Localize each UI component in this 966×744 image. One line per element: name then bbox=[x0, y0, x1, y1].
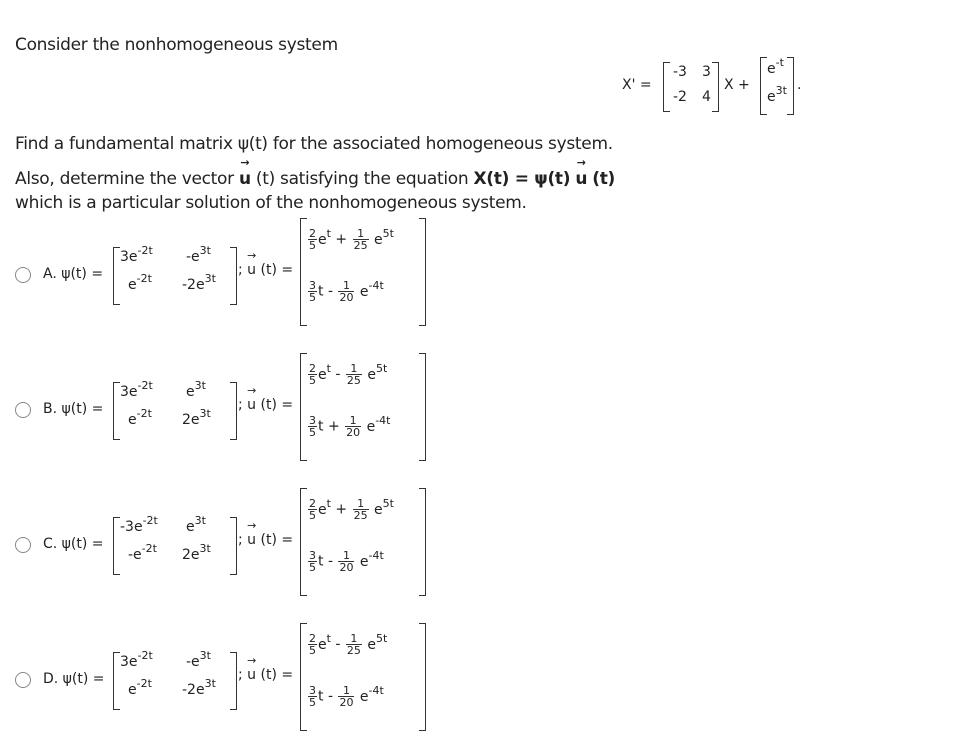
u-vector-matrix bbox=[300, 488, 426, 596]
psi-matrix bbox=[113, 379, 237, 440]
fraction: $\frac{1}{20}$ bbox=[346, 414, 361, 439]
u-label: ; → u (t) = bbox=[238, 519, 294, 548]
fraction: $\frac{3}{5}$ bbox=[309, 279, 316, 304]
psi-m12: $e^{3t}$ bbox=[186, 514, 206, 535]
fraction: $\frac{1}{25}$ bbox=[353, 227, 368, 252]
fraction: $\frac{1}{20}$ bbox=[339, 279, 354, 304]
fraction: $\frac{1}{25}$ bbox=[346, 362, 361, 387]
option-label: A. ψ(t) = bbox=[43, 266, 104, 282]
radio-button[interactable] bbox=[15, 402, 31, 418]
system-end: . bbox=[797, 77, 802, 93]
psi-m22: $-2e^{3t}$ bbox=[182, 677, 216, 698]
fraction: $\frac{1}{25}$ bbox=[353, 497, 368, 522]
u-vector-matrix bbox=[300, 623, 426, 731]
psi-m22: $-2e^{3t}$ bbox=[182, 272, 216, 293]
option-label: C. ψ(t) = bbox=[43, 536, 104, 552]
u-vector-matrix bbox=[300, 353, 426, 461]
psi-matrix bbox=[113, 244, 237, 305]
u-vector-symbol: → u bbox=[247, 249, 257, 278]
fraction: $\frac{1}{20}$ bbox=[339, 549, 354, 574]
u-label: ; → u (t) = bbox=[238, 384, 294, 413]
u-row-1: $\frac{2}{5}$ $e^t$ + $\frac{1}{25}$ $e^{5t}$ bbox=[309, 226, 394, 252]
psi-m21: $e^{-2t}$ bbox=[128, 677, 152, 698]
psi-m12: $-e^{3t}$ bbox=[186, 244, 211, 265]
fraction: $\frac{1}{25}$ bbox=[346, 632, 361, 657]
psi-m12: $-e^{3t}$ bbox=[186, 649, 211, 670]
fraction: $\frac{2}{5}$ bbox=[309, 632, 316, 657]
system-lhs: X' = bbox=[622, 77, 652, 93]
fraction: $\frac{2}{5}$ bbox=[309, 362, 316, 387]
option-label: D. ψ(t) = bbox=[43, 671, 105, 687]
question-line-3: which is a particular solution of the nonhomogeneous system. bbox=[15, 193, 527, 213]
u-label: ; → u (t) = bbox=[238, 654, 294, 683]
u-vector-matrix bbox=[300, 218, 426, 326]
a21: -2 bbox=[673, 89, 687, 105]
intro-text: Consider the nonhomogeneous system bbox=[15, 35, 338, 55]
u-row-1: $\frac{2}{5}$ $e^t$ - $\frac{1}{25}$ $e^{5t}$ bbox=[309, 631, 388, 657]
fraction: $\frac{3}{5}$ bbox=[309, 549, 316, 574]
fraction: $\frac{3}{5}$ bbox=[309, 414, 316, 439]
radio-button[interactable] bbox=[15, 672, 31, 688]
a22: 4 bbox=[702, 89, 711, 105]
u-label: ; → u (t) = bbox=[238, 249, 294, 278]
u-vector-symbol: → u bbox=[238, 156, 251, 189]
u-vector-symbol: → u bbox=[247, 519, 257, 548]
question-line-1: Find a fundamental matrix ψ(t) for the associated homogeneous system. bbox=[15, 134, 613, 154]
psi-m22: $2e^{3t}$ bbox=[182, 407, 211, 428]
fraction: $\frac{2}{5}$ bbox=[309, 497, 316, 522]
psi-m22: $2e^{3t}$ bbox=[182, 542, 211, 563]
psi-m21: $e^{-2t}$ bbox=[128, 407, 152, 428]
u-row-1: $\frac{2}{5}$ $e^t$ + $\frac{1}{25}$ $e^{5t}$ bbox=[309, 496, 394, 522]
psi-m21: $e^{-2t}$ bbox=[128, 272, 152, 293]
psi-m12: $e^{3t}$ bbox=[186, 379, 206, 400]
fraction: $\frac{1}{20}$ bbox=[339, 684, 354, 709]
psi-m11: $3e^{-2t}$ bbox=[120, 244, 153, 265]
f1: $e^{-t}$ bbox=[767, 56, 784, 77]
radio-button[interactable] bbox=[15, 537, 31, 553]
u-vector-symbol-2: → u bbox=[575, 156, 588, 189]
psi-matrix bbox=[113, 649, 237, 710]
psi-matrix bbox=[113, 514, 237, 575]
psi-m11: $3e^{-2t}$ bbox=[120, 649, 153, 670]
fraction: $\frac{2}{5}$ bbox=[309, 227, 316, 252]
u-row-1: $\frac{2}{5}$ $e^t$ - $\frac{1}{25}$ $e^{5t}$ bbox=[309, 361, 388, 387]
u-row-2: $\frac{3}{5}$ t - $\frac{1}{20}$ $e^{-4t}$ bbox=[309, 548, 384, 574]
forcing-vector bbox=[760, 57, 794, 115]
u-vector-symbol: → u bbox=[247, 654, 257, 683]
a12: 3 bbox=[702, 64, 711, 80]
psi-m11: $3e^{-2t}$ bbox=[120, 379, 153, 400]
u-row-2: $\frac{3}{5}$ t - $\frac{1}{20}$ $e^{-4t}$ bbox=[309, 278, 384, 304]
psi-m21: $-e^{-2t}$ bbox=[128, 542, 157, 563]
radio-button[interactable] bbox=[15, 267, 31, 283]
psi-m11: $-3e^{-2t}$ bbox=[120, 514, 158, 535]
a11: -3 bbox=[673, 64, 687, 80]
u-row-2: $\frac{3}{5}$ t + $\frac{1}{20}$ $e^{-4t}$ bbox=[309, 413, 391, 439]
system-mid: X + bbox=[724, 77, 750, 93]
option-label: B. ψ(t) = bbox=[43, 401, 104, 417]
coefficient-matrix bbox=[663, 62, 719, 112]
question-line-2: Also, determine the vector → u (t) satisfying the equation X(t) = ψ(t) → u (t) bbox=[15, 156, 616, 189]
f2: $e^{3t}$ bbox=[767, 84, 787, 105]
u-vector-symbol: → u bbox=[247, 384, 257, 413]
fraction: $\frac{3}{5}$ bbox=[309, 684, 316, 709]
u-row-2: $\frac{3}{5}$ t - $\frac{1}{20}$ $e^{-4t}$ bbox=[309, 683, 384, 709]
